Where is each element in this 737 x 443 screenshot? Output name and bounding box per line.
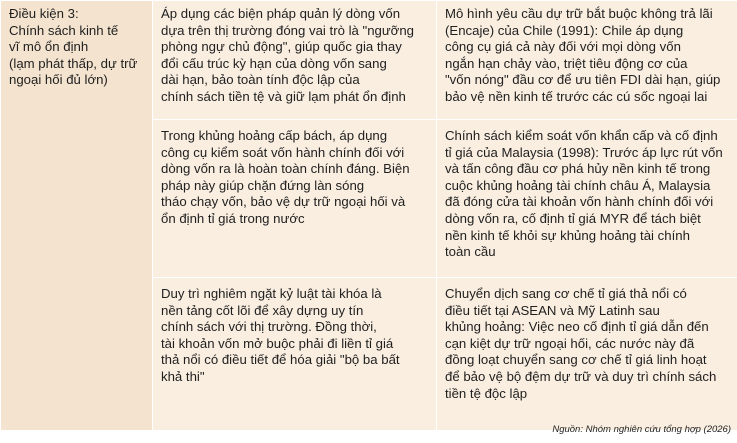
condition-label: Điều kiện 3: Chính sách kinh tế vĩ mô ổn định (lạm phát thấp, dự trữ ngoại hối đủ lớn) (9, 6, 138, 88)
policy-cell (153, 1, 437, 120)
policy-cell (153, 278, 437, 431)
example-text: Mô hình yêu cầu dự trữ bắt buộc không trả lãi (Encaje) của Chile (1991): Chile áp dụng công cụ giá cả này đối với mọi dòng vốn ngắn hạn chảy vào, triệt tiêu động cơ của "vốn nóng" đầu cơ để ưu tiên FDI dài hạn, giúp bảo vệ nền kinh tế trước các cú sốc ngoại lai (445, 6, 721, 104)
example-text: Chuyển dịch sang cơ chế tỉ giá thả nổi có điều tiết tại ASEAN và Mỹ Latinh sau khủng hoảng: Việc neo cố định tỉ giá dẫn đến cạn kiệt dự trữ ngoại hối, các nước này đã đồng loạt chuyển sang cơ chế tỉ giá linh hoạt để bảo vệ bộ đệm dự trữ và duy trì chính sách tiền tệ độc lập (445, 286, 717, 401)
policy-text: Áp dụng các biện pháp quản lý dòng vốn dựa trên thị trường đóng vai trò là "ngưỡng phòng ngự chủ động", giúp quốc gia thay đổi cấu trúc kỳ hạn của dòng vốn sang dài hạn, bảo toàn tính độc lập của chính sách tiền tệ và giữ lạm phát ổn định (161, 6, 415, 104)
policy-cell (153, 120, 437, 278)
policy-text: Trong khủng hoảng cấp bách, áp dụng công cụ kiểm soát vốn hành chính đối với dòng vốn ra là hoàn toàn chính đáng. Biện pháp này giúp chặn đứng làn sóng tháo chạy vốn, bảo vệ dự trữ ngoại hối và ổn định tỉ giá trong nước (161, 128, 410, 226)
source-note: Nguồn: Nhóm nghiên cứu tổng hợp (2026) (552, 424, 731, 435)
example-cell (437, 1, 737, 120)
example-cell (437, 120, 737, 278)
example-text: Chính sách kiểm soát vốn khẩn cấp và cố định tỉ giá của Malaysia (1998): Trước áp lực rút vốn và tấn công đầu cơ phá hủy nền kinh tế trong cuộc khủng hoảng tài chính châu Á, Malaysia đã đóng cửa tài khoản vốn hành chính đối với dòng vốn ra, cố định tỉ giá MYR để tách biệt nền kinh tế khỏi sự khủng hoảng tài chính toàn cầu (445, 128, 723, 260)
policy-text: Duy trì nghiêm ngặt kỷ luật tài khóa là nền tảng cốt lõi để xây dựng uy tín chính sách với thị trường. Đồng thời, tài khoản vốn mở buộc phải đi liền tỉ giá thả nổi có điều tiết để hóa giải "bộ ba bất khả thi" (161, 286, 400, 384)
condition-label-cell (1, 1, 153, 431)
example-cell (437, 278, 737, 431)
table-row (1, 1, 737, 120)
